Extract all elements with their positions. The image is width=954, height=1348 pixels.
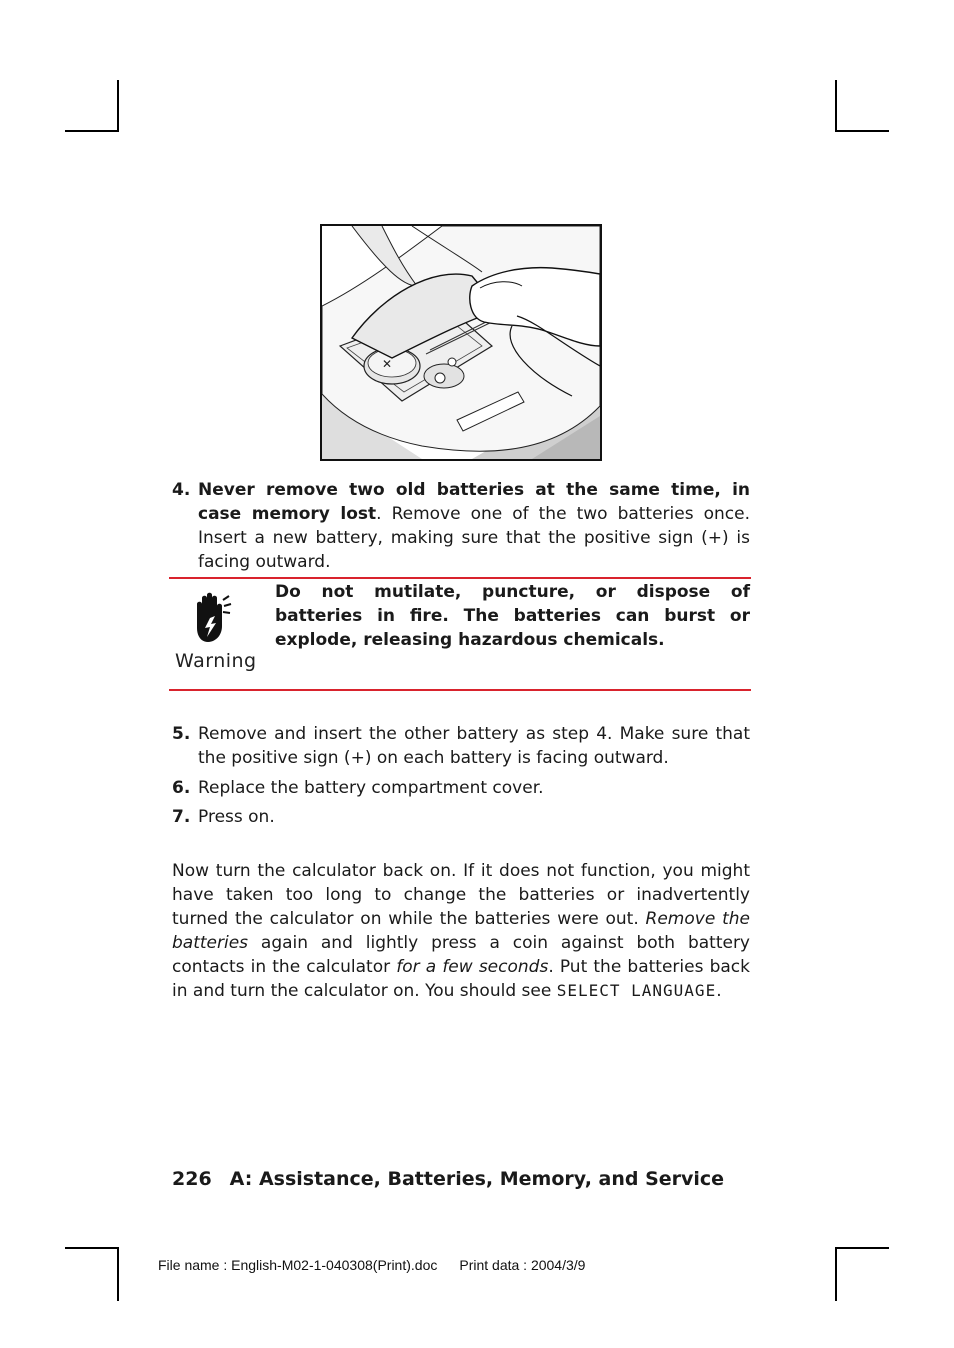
paragraph-italic-text: for a few seconds [396,957,549,977]
display-message: SELECT LANGUAGE [556,981,717,1000]
crop-mark-bottom-left-vertical [117,1247,119,1301]
warning-hand-icon [193,592,235,644]
step-text: Press on. [198,807,275,827]
battery-replacement-illustration [320,224,602,461]
step-6 [172,776,750,800]
svg-text:✕: ✕ [382,357,393,371]
page-footer [172,1168,724,1190]
section-title: A: Assistance, Batteries, Memory, and Service [229,1168,725,1190]
warning-text: Do not mutilate, puncture, or dispose of batteries in fire. The batteries can burst or explode, releasing hazardous chemicals. [275,582,750,650]
step-number: 7. [172,807,191,827]
print-date: Print data : 2004/3/9 [459,1257,586,1273]
warning-bottom-rule [169,689,751,691]
paragraph-text: . [716,981,722,1001]
warning-top-rule [169,577,751,579]
step-bold-text: Never remove two old batteries at the same time, in case memory lost [198,480,750,524]
crop-mark-top-right-horizontal [835,130,889,132]
step-body [198,478,750,574]
step-number: 5. [172,724,191,744]
restart-paragraph [172,859,750,1003]
paragraph-text: Now turn the calculator back on. If it does not function, you might have taken too long to change the batteries or inadvertently turned the calculator on while the batteries were out. [172,861,750,929]
step-text: Remove and insert the other battery as step 4. Make sure that the positive sign (+) on each battery is facing outward. [198,724,750,768]
print-info [158,1257,585,1273]
crop-mark-bottom-right-horizontal [835,1247,889,1249]
paragraph-italic-text: Remove the batteries [172,909,750,953]
step-text: . Remove one of the two batteries once. Insert a new battery, making sure that the positive sign (+) is facing outward. [198,504,750,572]
step-7 [172,805,750,829]
page-number: 226 [172,1168,212,1190]
step-text: Replace the battery compartment cover. [198,778,544,798]
step-number: 6. [172,778,191,798]
step-number: 4. [172,480,191,500]
step-5 [172,722,750,770]
calculator-battery-drawing [322,226,600,459]
crop-mark-bottom-right-vertical [835,1247,837,1301]
crop-mark-top-left-horizontal [65,130,119,132]
crop-mark-top-left-vertical [117,80,119,132]
paragraph-text: again and lightly press a coin against both battery contacts in the calculator [172,933,750,977]
crop-mark-top-right-vertical [835,80,837,132]
file-name: File name : English-M02-1-040308(Print).doc [158,1257,438,1273]
paragraph-text: . Put the batteries back in and turn the calculator on. You should see [172,957,750,1001]
warning-label: Warning [175,650,257,672]
crop-mark-bottom-left-horizontal [65,1247,119,1249]
step-4 [172,478,750,574]
